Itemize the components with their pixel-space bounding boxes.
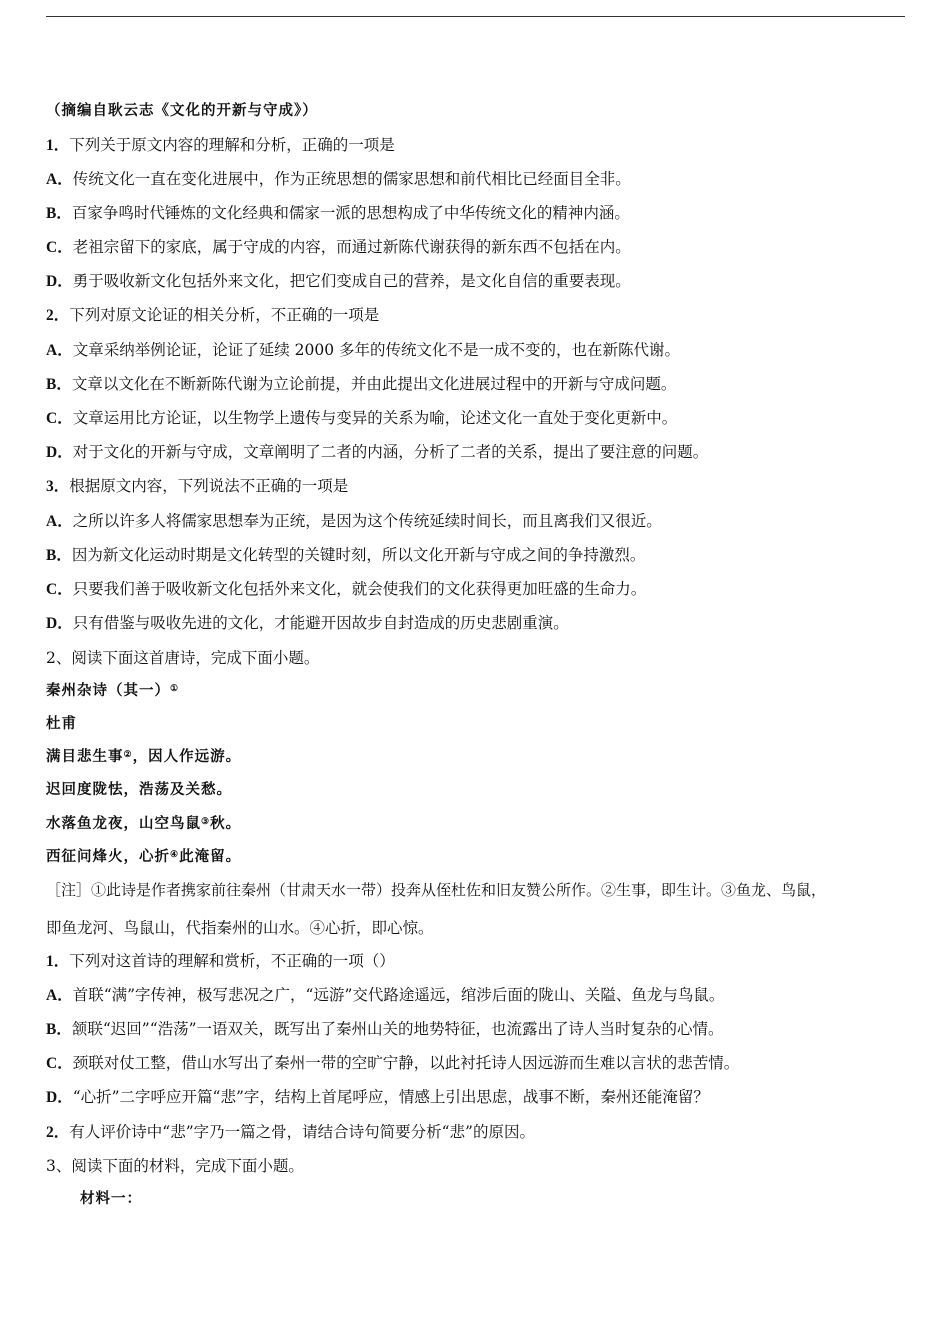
option-label: B． xyxy=(46,376,72,393)
option-c xyxy=(46,237,631,258)
option-a xyxy=(46,985,724,1006)
option-text: 老祖宗留下的家底，属于守成的内容，而通过新陈代谢获得的新东西不包括在内。 xyxy=(72,238,631,256)
option-a xyxy=(46,340,680,361)
option-text: 颈联对仗工整，借山水写出了秦州一带的空旷宁静，以此衬托诗人因远游而生难以言状的悲苦情。 xyxy=(72,1054,740,1072)
option-label: D． xyxy=(46,1089,73,1106)
option-d xyxy=(46,1087,709,1108)
poem-text: 满目悲生事 xyxy=(46,748,124,765)
poem-note-line-2: 即鱼龙河、鸟鼠山，代指秦州的山水。④心折，即心惊。 xyxy=(46,919,434,937)
question-3 xyxy=(46,476,348,497)
option-text: 颔联“迟回”“浩荡”一语双关，既写出了秦州山关的地势特征，也流露出了诗人当时复杂的心情。 xyxy=(71,1020,724,1038)
poem-line-2 xyxy=(46,780,232,800)
option-text: 因为新文化运动时期是文化转型的关键时刻，所以文化开新与守成之间的争持激烈。 xyxy=(71,546,646,564)
option-b xyxy=(46,203,630,224)
question-number: 3． xyxy=(46,478,70,495)
option-a xyxy=(46,169,631,190)
option-d xyxy=(46,442,708,463)
poem-title xyxy=(46,681,179,701)
option-d xyxy=(46,271,631,292)
option-c xyxy=(46,408,677,429)
poem-question-2 xyxy=(46,1122,535,1143)
option-text: 只要我们善于吸收新文化包括外来文化，就会使我们的文化获得更加旺盛的生命力。 xyxy=(72,580,647,598)
header-rule xyxy=(46,16,905,17)
option-text: 传统文化一直在变化进展中，作为正统思想的儒家思想和前代相比已经面目全非。 xyxy=(72,170,631,188)
poem-text: 水落鱼龙夜，山空鸟鼠 xyxy=(46,815,201,832)
option-text: 百家争鸣时代锤炼的文化经典和儒家一派的思想构成了中华传统文化的精神内涵。 xyxy=(71,204,630,222)
question-2 xyxy=(46,305,379,326)
question-1 xyxy=(46,135,395,156)
poem-author: 杜甫 xyxy=(46,715,77,732)
option-c xyxy=(46,1053,739,1074)
option-c xyxy=(46,579,646,600)
footnote-mark: ① xyxy=(170,684,180,694)
section-2-intro: 2、阅读下面这首唐诗，完成下面小题。 xyxy=(46,649,320,667)
option-text: 首联“满”字传神，极写悲况之广，“远游”交代路途遥远，绾涉后面的陇山、关隘、鱼龙与鸟鼠。 xyxy=(72,986,725,1004)
question-stem: 有人评价诗中“悲”字乃一篇之骨，请结合诗句简要分析“悲”的原因。 xyxy=(69,1123,535,1141)
option-label: B． xyxy=(46,547,72,564)
option-a xyxy=(46,511,662,532)
option-b xyxy=(46,545,645,566)
poem-text: 此淹留。 xyxy=(179,848,242,865)
poem-line-4 xyxy=(46,847,241,867)
poem-line-1 xyxy=(46,747,241,767)
option-b xyxy=(46,374,676,395)
option-label: C． xyxy=(46,1055,73,1072)
poem-text: 迟回度陇怯，浩荡及关愁。 xyxy=(46,781,232,798)
option-label: C． xyxy=(46,410,73,427)
footnote-mark: ④ xyxy=(170,850,180,860)
poem-text: 秋。 xyxy=(210,815,242,832)
option-text: 文章以文化在不断新陈代谢为立论前提，并由此提出文化进展过程中的开新与守成问题。 xyxy=(71,375,677,393)
option-label: C． xyxy=(46,239,73,256)
question-number: 2． xyxy=(46,1124,70,1141)
option-label: A． xyxy=(46,342,73,359)
option-label: D． xyxy=(46,444,73,461)
footnote-mark: ② xyxy=(123,750,133,760)
option-label: C． xyxy=(46,581,73,598)
option-label: B． xyxy=(46,1021,72,1038)
option-text: 只有借鉴与吸收先进的文化，才能避开因故步自封造成的历史悲剧重演。 xyxy=(72,614,569,632)
option-text: “心折”二字呼应开篇“悲”字，结构上首尾呼应，情感上引出思虑，战事不断，秦州还能淹留？ xyxy=(72,1088,709,1106)
footnote-mark: ③ xyxy=(201,817,211,827)
question-stem: 下列关于原文内容的理解和分析，正确的一项是 xyxy=(69,136,395,154)
option-label: A． xyxy=(46,987,73,1004)
option-label: A． xyxy=(46,171,73,188)
poem-title-text: 秦州杂诗（其一） xyxy=(46,682,170,699)
option-text: 勇于吸收新文化包括外来文化，把它们变成自己的营养，是文化自信的重要表现。 xyxy=(72,272,631,290)
source-citation: （摘编自耿云志《文化的开新与守成》） xyxy=(46,102,318,119)
material-heading: 材料一： xyxy=(80,1190,142,1207)
option-label: B． xyxy=(46,205,72,222)
question-stem: 下列对原文论证的相关分析，不正确的一项是 xyxy=(69,306,380,324)
option-text: 文章采纳举例论证，论证了延续 2000 多年的传统文化不是一成不变的，也在新陈代谢。 xyxy=(72,341,681,359)
question-number: 2． xyxy=(46,307,70,324)
poem-question-1 xyxy=(46,951,395,972)
option-text: 文章运用比方论证，以生物学上遗传与变异的关系为喻，论述文化一直处于变化更新中。 xyxy=(72,409,678,427)
poem-line-3 xyxy=(46,814,241,834)
question-stem: 下列对这首诗的理解和赏析，不正确的一项（） xyxy=(69,952,395,970)
option-label: A． xyxy=(46,513,73,530)
option-text: 对于文化的开新与守成，文章阐明了二者的内涵，分析了二者的关系，提出了要注意的问题。 xyxy=(72,443,709,461)
poem-text: ，因人作远游。 xyxy=(132,748,242,765)
section-3-intro: 3、阅读下面的材料，完成下面小题。 xyxy=(46,1157,304,1175)
option-b xyxy=(46,1019,724,1040)
poem-note-line-1: ［注］①此诗是作者携家前往秦州（甘肃天水一带）投奔从侄杜佐和旧友赞公所作。②生事，即生计。③鱼龙、鸟鼠， xyxy=(46,881,827,899)
option-label: D． xyxy=(46,615,73,632)
option-text: 之所以许多人将儒家思想奉为正统，是因为这个传统延续时间长，而且离我们又很近。 xyxy=(72,512,662,530)
question-stem: 根据原文内容，下列说法不正确的一项是 xyxy=(69,477,349,495)
option-d xyxy=(46,613,569,634)
option-label: D． xyxy=(46,273,73,290)
poem-text: 西征问烽火，心折 xyxy=(46,848,170,865)
question-number: 1． xyxy=(46,137,70,154)
question-number: 1． xyxy=(46,953,70,970)
